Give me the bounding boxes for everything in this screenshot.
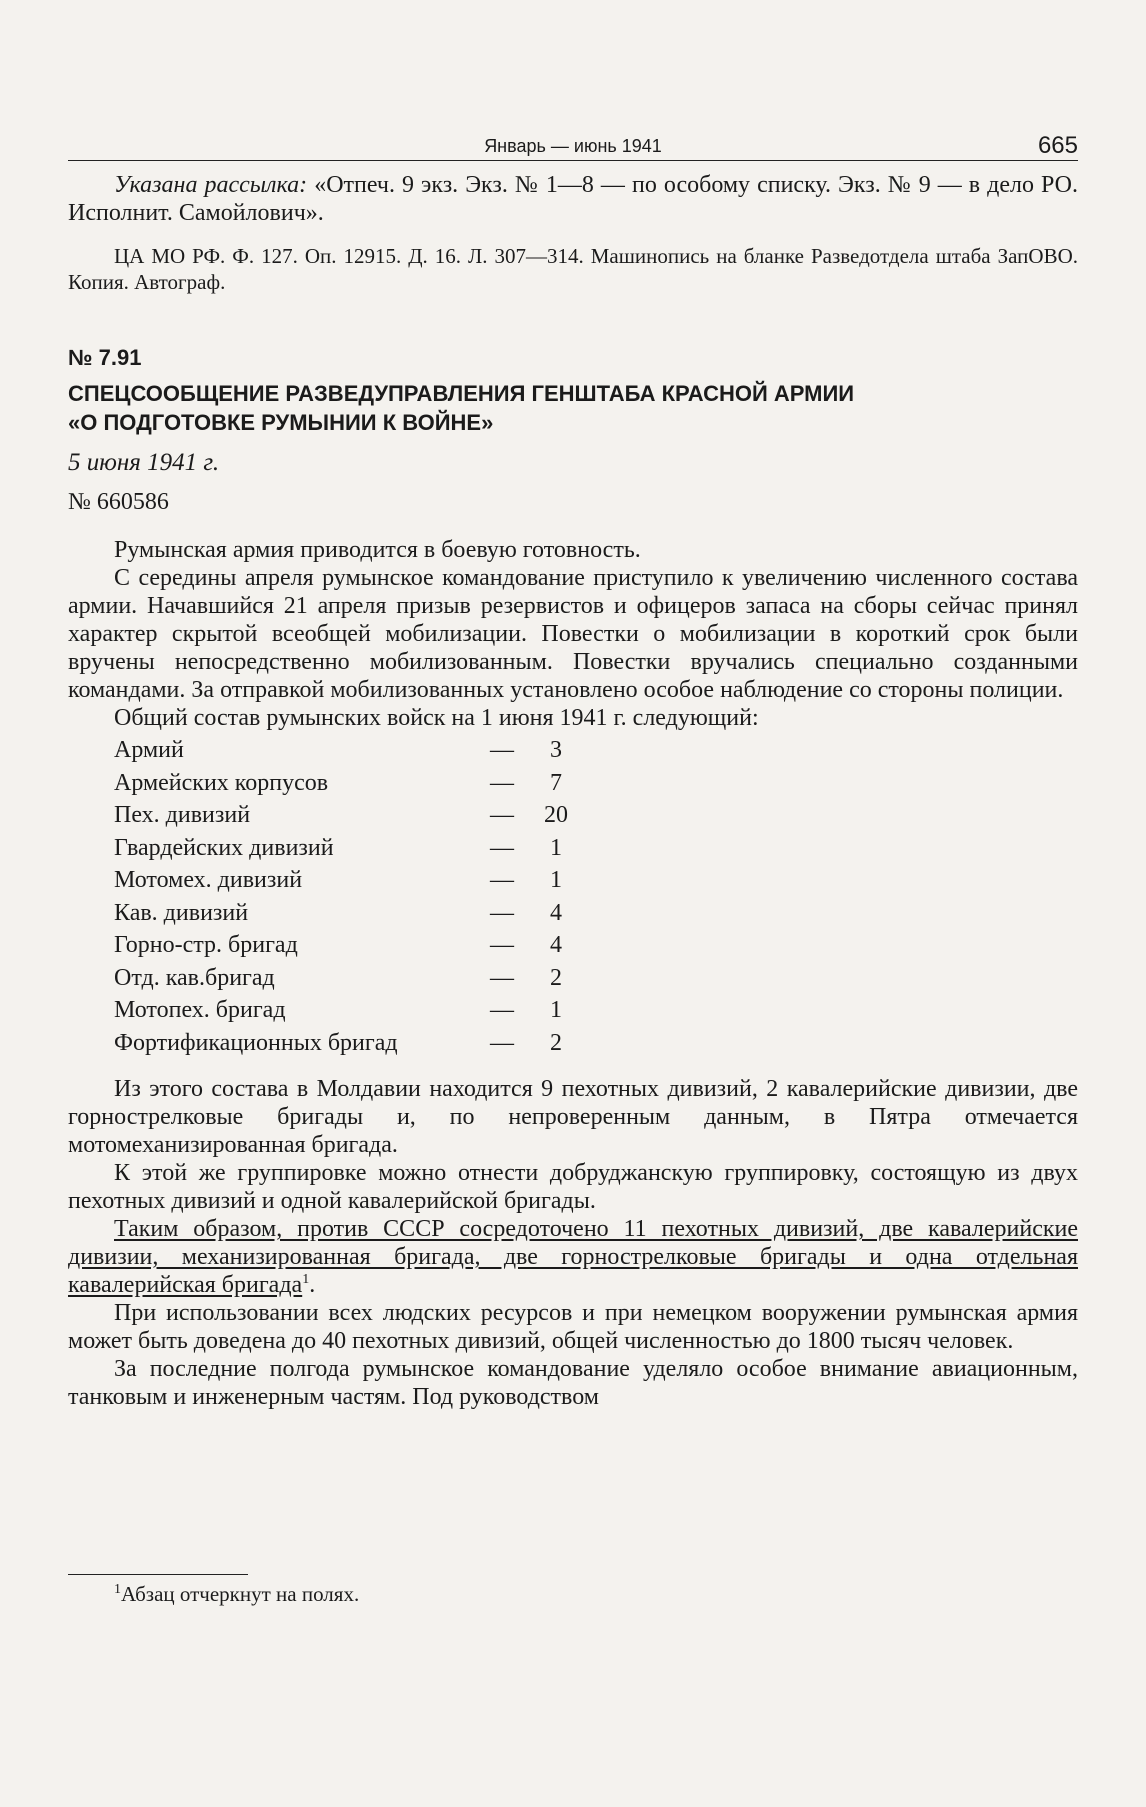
force-row: Гвардейских дивизий — 1	[114, 834, 562, 861]
paragraph-3: Общий состав румынских войск на 1 июня 1941 г. следующий:	[114, 705, 759, 731]
footnote	[114, 1582, 359, 1607]
force-row: Мотопех. бригад — 1	[114, 997, 562, 1023]
document-number: № 7.91	[68, 345, 142, 370]
document-date: 5 июня 1941 г.	[68, 449, 220, 476]
footnote-mark: 1	[114, 1582, 121, 1597]
force-row: Отд. кав.бригад — 2	[114, 964, 562, 991]
paragraph-1: Румынская армия приводится в боевую готовность.	[114, 537, 641, 563]
force-row: Кав. дивизий — 4	[114, 899, 562, 926]
forces-list	[68, 734, 1078, 1059]
document-title	[68, 379, 1078, 437]
running-title: Январь — июнь 1941	[484, 136, 662, 156]
force-row: Фортификационных бригад — 2	[114, 1029, 562, 1056]
paragraph-2: С середины апреля румынское командование приступило к увеличению численного состава армии. Начавшийся 21 апреля призыв резервистов и офицеров запаса на сборы сейчас принял характер скрытой всеобщей мобилизации. Повестки о мобилизации в короткий срок были вручены непосредственно мобилизованным. Повестки вручались специально созданными командами. За отправкой мобилизованных установлено особое наблюдение со стороны полиции.	[68, 565, 1078, 703]
footnote-rule	[68, 1574, 248, 1575]
underlined-conclusion: Таким образом, против СССР сосредоточено 11 пехотных дивизий, две кавалерийские дивизии, механизированная бригада, две горнострелковые бригады и одна отдельная кавалерийская бригада	[68, 1216, 1078, 1298]
paragraph-4: Из этого состава в Молдавии находится 9 пехотных дивизий, 2 кавалерийские дивизии, две горнострелковые бригады и, по непроверенным данным, в Пятра отмечается мотомеханизированная бригада.	[68, 1076, 1078, 1158]
page-number: 665	[1037, 132, 1078, 159]
distribution-text: «Отпеч. 9 экз. Экз. № 1—8 — по особому списку. Экз. № 9 — в дело РО. Исполнит. Самойлович».	[68, 172, 1079, 226]
paragraph-8: За последние полгода румынское командование уделяло особое внимание авиационным, танковым и инженерным частям. Под руководством	[68, 1356, 1078, 1410]
distribution-note	[68, 171, 1078, 227]
force-row: Армий — 3	[114, 737, 562, 763]
paragraph-6: Таким образом, против СССР сосредоточено 11 пехотных дивизий, две кавалерийские дивизии, механизированная бригада, две горнострелковые бригады и одна отдельная кавалерийская бригада$^1$.	[68, 1216, 1078, 1298]
running-header	[68, 120, 1078, 161]
force-row: Мотомех. дивизий — 1	[114, 867, 562, 893]
title-line-1: СПЕЦСООБЩЕНИЕ РАЗВЕДУПРАВЛЕНИЯ ГЕНШТАБА КРАСНОЙ АРМИИ	[68, 381, 855, 406]
document-ref-number: № 660586	[68, 489, 169, 515]
distribution-label: Указана рассылка:	[114, 172, 308, 198]
force-row: Пех. дивизий — 20	[114, 802, 568, 828]
paragraph-7: При использовании всех людских ресурсов и при немецком вооружении румынская армия может быть доведена до 40 пехотных дивизий, общей численностью до 1800 тысяч человек.	[68, 1300, 1078, 1354]
page	[68, 120, 1078, 1411]
footnote-text: Абзац отчеркнут на полях.	[121, 1582, 360, 1606]
footnote-marker: 1	[302, 1272, 310, 1287]
force-row: Горно-стр. бригад — 4	[114, 932, 562, 958]
paragraph-5: К этой же группировке можно отнести добруджанскую группировку, состоящую из двух пехотных дивизий и одной кавалерийской бригады.	[68, 1160, 1078, 1214]
title-line-2: «О ПОДГОТОВКЕ РУМЫНИИ К ВОЙНЕ»	[68, 410, 494, 435]
archive-reference: ЦА МО РФ. Ф. 127. Оп. 12915. Д. 16. Л. 307—314. Машинопись на бланке Разведотдела штаба ЗапОВО. Копия. Автограф.	[68, 244, 1078, 294]
force-row: Армейских корпусов — 7	[114, 769, 562, 796]
